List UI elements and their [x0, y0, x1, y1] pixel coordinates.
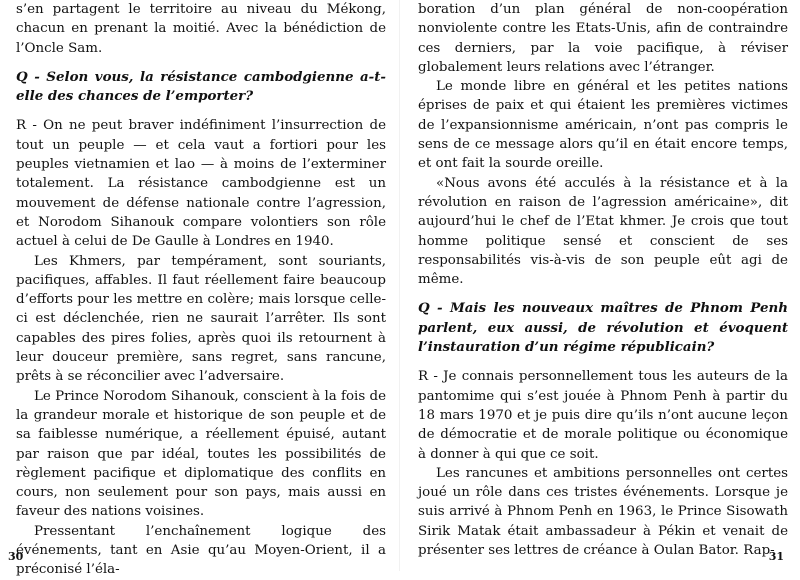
page-number: 31 [768, 550, 784, 563]
paragraph: Pressentant l’enchaînement logique des événements, tant en Asie qu’au Moyen-Orient, il a préconisé l’éla- [16, 523, 386, 578]
paragraph: Les Khmers, par tempérament, sont souriants, pacifiques, affables. Il faut réellement faire beaucoup d’efforts pour les mettre en colère; mais lorsque celle-ci est déclenchée, rien ne saurait l’arrêter. Ils sont capables des pires folies, après quoi ils retournent à leur douceur première, sans regret, sans rancune, prêts à se réconcilier avec l’adversaire. [16, 253, 386, 385]
question: Q - Mais les nouveaux maîtres de Phnom Penh parlent, eux aussi, de révolution et évoquent l’instauration d’un régime républicain? [418, 300, 788, 356]
left-column [16, 0, 386, 580]
left-page [0, 0, 400, 578]
paragraph: boration d’un plan général de non-coopération nonviolente contre les Etats-Unis, afin de contraindre ces derniers, par la voie pacifique, à réviser globalement leurs relations avec l’étranger. [418, 2, 788, 75]
paragraph: Le monde libre en général et les petites nations éprises de paix et qui étaient les premières victimes de l’expansionnisme américain, n’ont pas compris le sens de ce message alors qu’il en était encore temps, et ont fait la sourde oreille. [418, 79, 788, 172]
question: Q - Selon vous, la résistance cambodgienne a-t-elle des chances de l’emporter? [16, 68, 386, 105]
paragraph: s’en partagent le territoire au niveau du Mékong, chacun en prenant la moitié. Avec la bénédiction de l’Oncle Sam. [16, 2, 386, 56]
paragraph: Le Prince Norodom Sihanouk, conscient à la fois de la grandeur morale et historique de son peuple et de sa faiblesse numérique, a réellement épuisé, autant par raison que par idéal, toutes les possibilités de règlement pacifique et diplomatique des conflits en cours, non seulement pour son pays, mais aussi en faveur des nations voisines. [16, 388, 386, 520]
paragraph: Les rancunes et ambitions personnelles ont certes joué un rôle dans ces tristes événements. Lorsque je suis arrivé à Phnom Penh en 1963, le Prince Sisowath Sirik Matak était ambassadeur à Pékin et venait de présenter ses lettres de créance à Oulan Bator. Rap- [418, 465, 788, 559]
answer: R - On ne peut braver indéfiniment l’insurrection de tout un peuple — et cela vaut a fortiori pour les peuples vietnamien et lao — à moins de l’exterminer totalement. La résistance cambodgienne est un mouvement de défense nationale contre l’agression, et Norodom Sihanouk compare volontiers son rôle actuel à celui de De Gaulle à Londres en 1940. [16, 118, 386, 250]
page-number: 30 [8, 550, 24, 563]
right-page [400, 0, 800, 571]
paragraph: «Nous avons été acculés à la résistance et à la révolution en raison de l’agression américaine», dit aujourd’hui le chef de l’Etat khmer. Je crois que tout homme politique sensé et conscient de ses responsabilités vis-à-vis de son peuple eût agi de même. [418, 175, 788, 288]
right-column [418, 0, 788, 560]
answer: R - Je connais personnellement tous les auteurs de la pantomime qui s’est jouée à Phnom Penh à partir du 18 mars 1970 et je puis dire qu’ils n’ont aucune leçon de démocratie et de morale politique ou économique à donner à qui que ce soit. [418, 369, 788, 462]
